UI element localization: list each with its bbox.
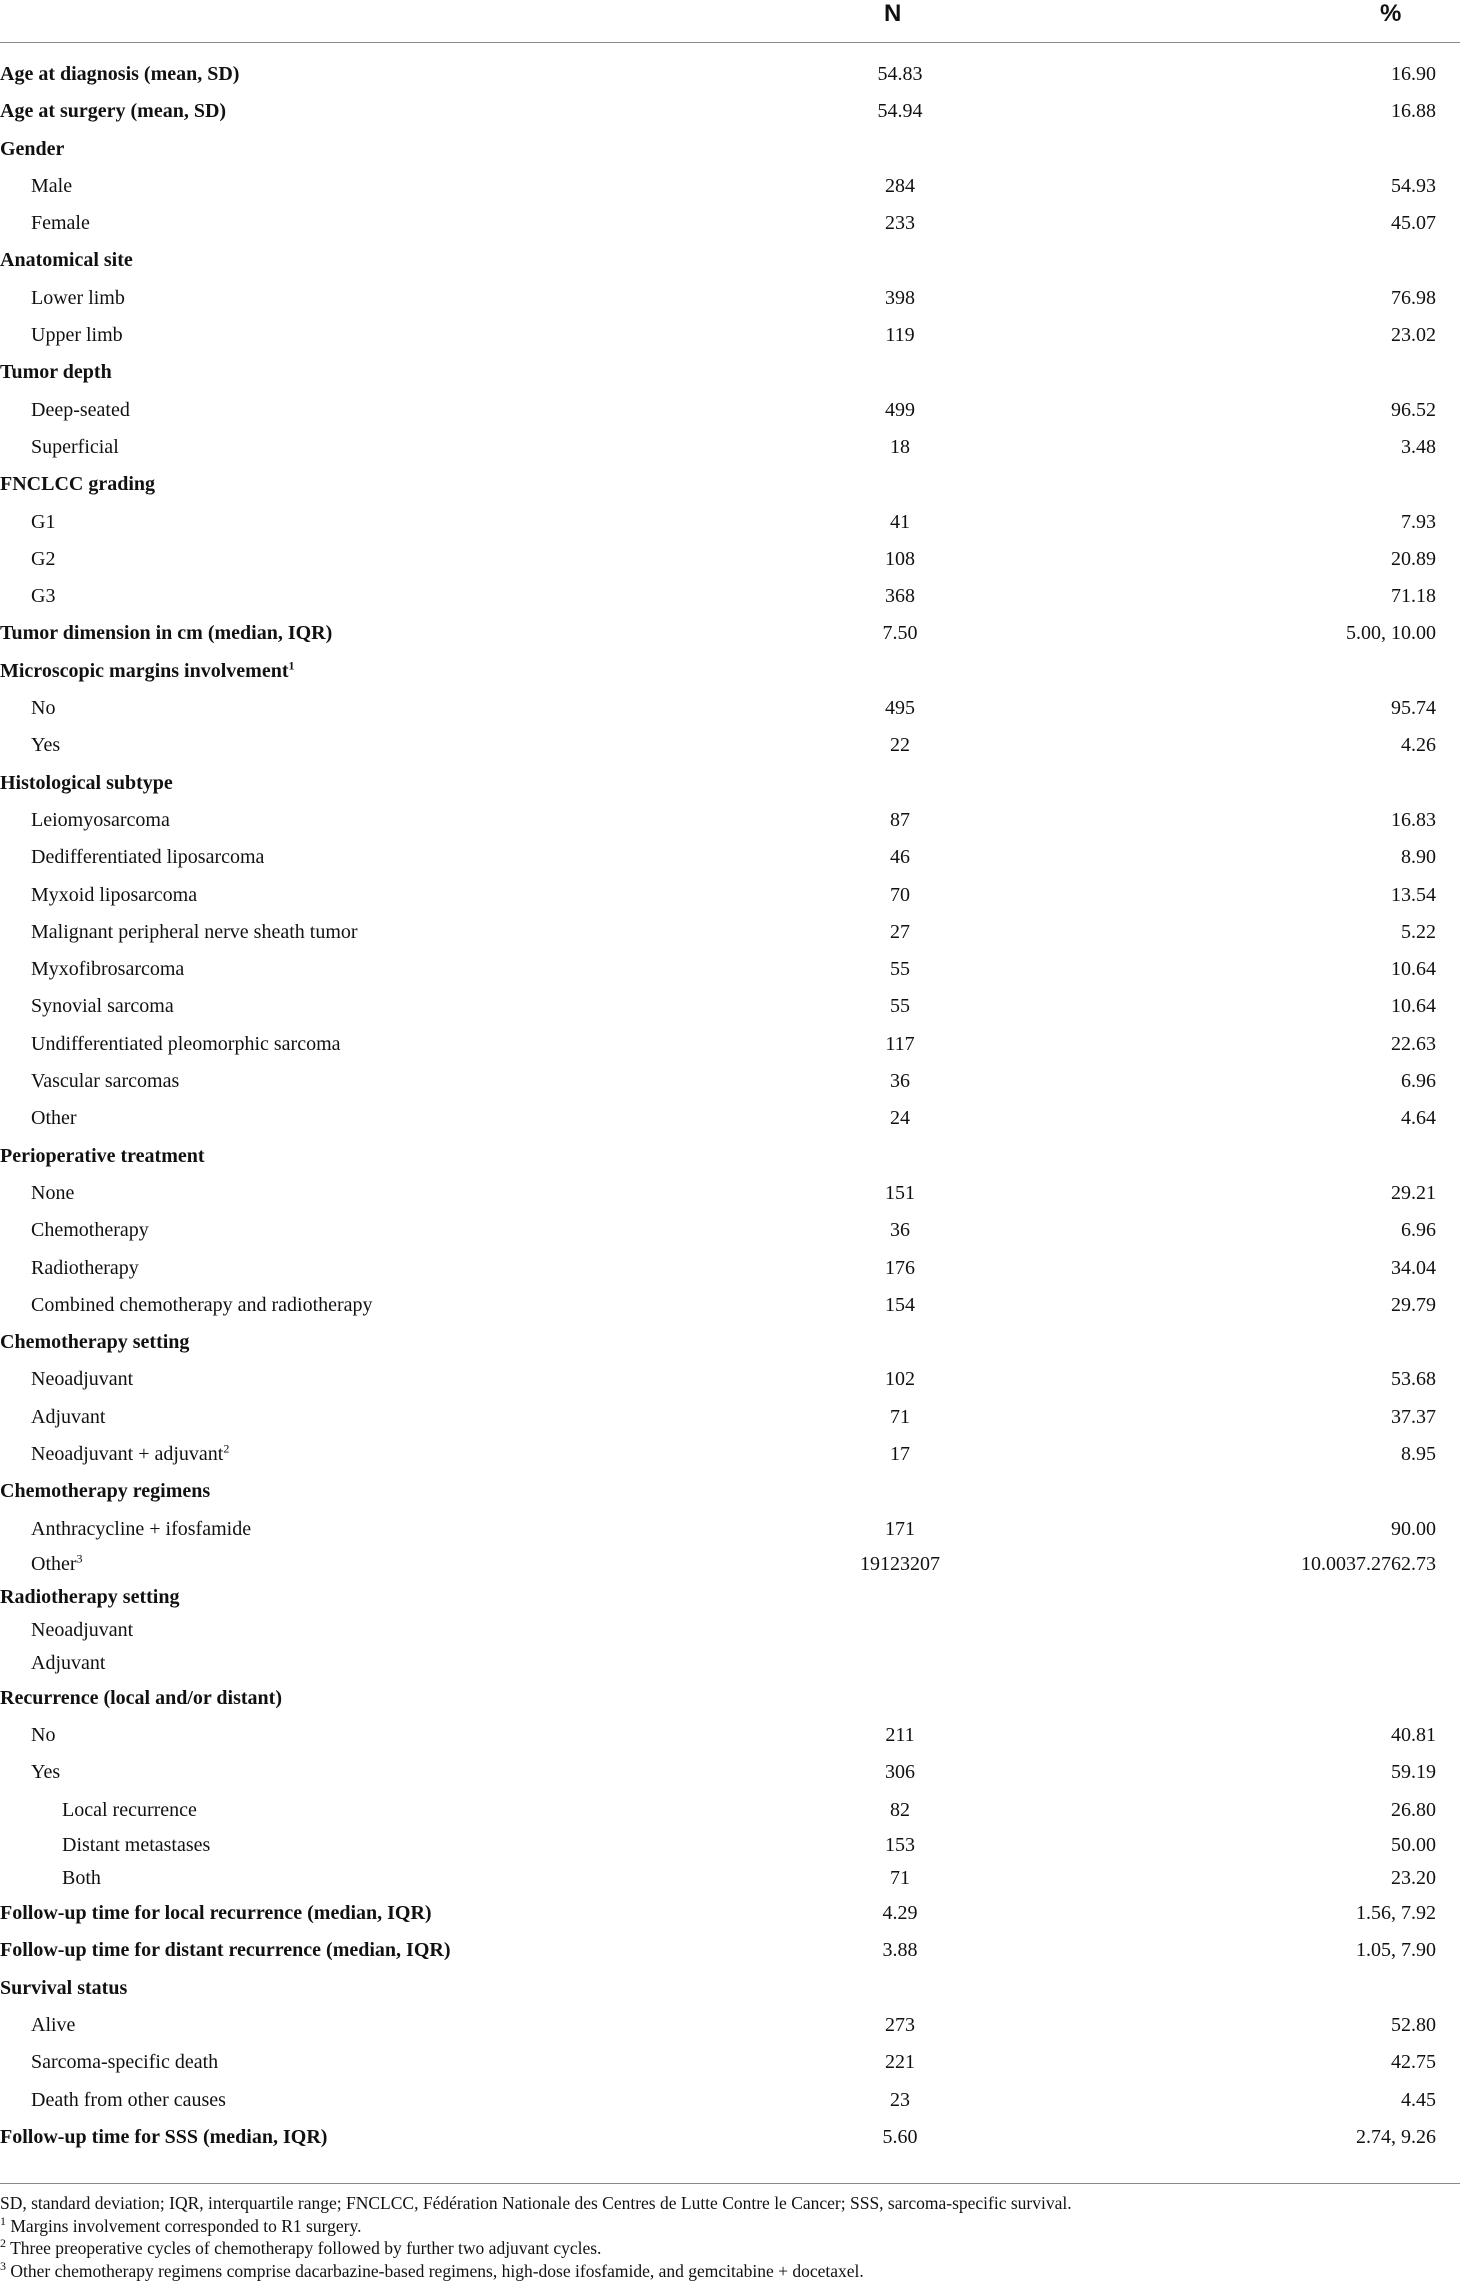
cell-percent: 6.96 <box>1401 1219 1436 1242</box>
cell-n: 211 <box>885 1724 915 1747</box>
table-row <box>0 1792 1460 1829</box>
cell-n: 54.83 <box>877 63 923 85</box>
cell-percent: 10.64 <box>1391 958 1436 981</box>
row-label: Age at diagnosis (mean, SD) <box>0 63 240 85</box>
table-row <box>0 1361 1460 1398</box>
cell-percent: 16.83 <box>1391 808 1436 831</box>
cell-percent: 29.79 <box>1391 1293 1436 1316</box>
table-row <box>0 504 1460 541</box>
table-row <box>0 2119 1460 2156</box>
table-row <box>0 877 1460 914</box>
table-row <box>0 1862 1460 1895</box>
table-row <box>0 205 1460 242</box>
row-label: Other$^3$ <box>31 1551 83 1575</box>
row-label: Upper limb <box>31 324 123 347</box>
row-label: Microscopic margins involvement$^1$ <box>0 658 295 682</box>
cell-n: 119 <box>885 324 915 347</box>
cell-n: 153 <box>885 1834 915 1857</box>
table-row <box>0 1063 1460 1100</box>
cell-percent: 16.88 <box>1391 100 1436 123</box>
row-label: No <box>31 1724 56 1747</box>
row-label: Adjuvant <box>31 1405 106 1428</box>
cell-n: 171 <box>885 1517 915 1540</box>
table-row <box>0 653 1460 690</box>
table-row <box>0 392 1460 429</box>
table-row <box>0 1212 1460 1249</box>
row-label: Tumor dimension in cm (median, IQR) <box>0 622 333 645</box>
cell-n: 19123207 <box>860 1552 940 1575</box>
table-row <box>0 280 1460 317</box>
row-label: Recurrence (local and/or distant) <box>0 1686 283 1709</box>
cell-percent: 90.00 <box>1391 1517 1436 1540</box>
table-row <box>0 1754 1460 1791</box>
table-row <box>0 429 1460 466</box>
table-row <box>0 1287 1460 1324</box>
cell-percent: 42.75 <box>1391 2051 1436 2074</box>
cell-n: 71 <box>890 1867 910 1890</box>
table-row <box>0 914 1460 951</box>
cell-percent: 22.63 <box>1391 1032 1436 1055</box>
row-label: Follow-up time for SSS (median, IQR) <box>0 2125 328 2148</box>
row-label: Follow-up time for distant recurrence (median, IQR) <box>0 1939 451 1962</box>
table-row <box>0 1026 1460 1063</box>
row-label: Deep-seated <box>31 398 130 421</box>
cell-percent: 1.05, 7.90 <box>1356 1939 1436 1962</box>
cell-n: 54.94 <box>877 100 923 123</box>
row-label: Histological subtype <box>0 771 173 794</box>
table-row <box>0 2007 1460 2044</box>
cell-percent: 3.48 <box>1401 435 1436 458</box>
cell-n: 18 <box>890 435 910 458</box>
cell-n: 368 <box>885 585 915 608</box>
row-label: Leiomyosarcoma <box>31 808 170 831</box>
table-row <box>0 615 1460 652</box>
cell-n: 221 <box>885 2051 915 2074</box>
row-label: Chemotherapy <box>31 1219 149 1242</box>
table-row <box>0 1647 1460 1680</box>
cell-percent: 29.21 <box>1391 1181 1436 1204</box>
row-label: Lower limb <box>31 286 125 309</box>
cell-n: 306 <box>885 1761 915 1784</box>
table-row <box>0 1548 1460 1581</box>
cell-percent: 8.90 <box>1401 846 1436 869</box>
cell-percent: 23.02 <box>1391 324 1436 347</box>
table-row <box>0 802 1460 839</box>
table-row <box>0 1680 1460 1717</box>
table-row <box>0 1436 1460 1473</box>
table-row <box>0 988 1460 1025</box>
footnote-marker: 1 <box>288 658 295 673</box>
table-row <box>0 93 1460 130</box>
cell-n: 398 <box>885 286 915 309</box>
row-label: Distant metastases <box>62 1834 211 1857</box>
table-row <box>0 1895 1460 1932</box>
cell-n: 499 <box>885 398 915 421</box>
cell-n: 108 <box>885 547 915 570</box>
cell-percent: 37.37 <box>1391 1405 1436 1428</box>
cell-n: 154 <box>885 1293 915 1316</box>
cell-percent: 5.22 <box>1401 920 1436 943</box>
row-label: None <box>31 1181 75 1204</box>
row-label: Survival status <box>0 1976 128 1999</box>
row-label: Gender <box>0 137 65 160</box>
cell-n: 273 <box>885 2013 915 2036</box>
footnote-marker: 3 <box>76 1551 83 1566</box>
column-header-percent: % <box>1380 0 1402 27</box>
cell-n: 55 <box>890 958 910 981</box>
column-header-n: N <box>884 0 902 27</box>
footnote-2: $^2$ Three preoperative cycles of chemotherapy followed by further two adjuvant cycles. <box>0 2236 602 2258</box>
cell-percent: 26.80 <box>1391 1798 1436 1821</box>
cell-n: 22 <box>890 734 910 757</box>
row-label: Yes <box>31 734 61 757</box>
row-label: Perioperative treatment <box>0 1144 205 1167</box>
cell-percent: 45.07 <box>1391 212 1436 235</box>
table-row <box>0 541 1460 578</box>
row-label: Superficial <box>31 435 119 458</box>
cell-percent: 4.64 <box>1401 1107 1436 1130</box>
row-label: Vascular sarcomas <box>31 1070 180 1093</box>
cell-n: 36 <box>890 1219 910 1242</box>
cell-percent: 4.45 <box>1401 2088 1436 2111</box>
cell-n: 102 <box>885 1368 915 1391</box>
table-row <box>0 2044 1460 2081</box>
table-row <box>0 727 1460 764</box>
table-row <box>0 1399 1460 1436</box>
table-row <box>0 765 1460 802</box>
cell-percent: 23.20 <box>1391 1867 1436 1890</box>
cell-percent: 7.93 <box>1401 510 1436 533</box>
cell-n: 41 <box>890 510 910 533</box>
row-label: Synovial sarcoma <box>31 995 174 1018</box>
cell-n: 495 <box>885 697 915 720</box>
cell-n: 71 <box>890 1405 910 1428</box>
cell-n: 3.88 <box>882 1939 918 1962</box>
cell-percent: 1.56, 7.92 <box>1356 1902 1436 1925</box>
footnote-abbreviations: SD, standard deviation; IQR, interquartile range; FNCLCC, Fédération Nationale des Centres de Lutte Contre le Cancer; SSS, sarcoma-specific survival. <box>0 2193 1072 2213</box>
row-label: Malignant peripheral nerve sheath tumor <box>31 920 358 943</box>
table-row <box>0 2082 1460 2119</box>
table-row <box>0 1511 1460 1548</box>
row-label: No <box>31 697 56 720</box>
cell-n: 55 <box>890 995 910 1018</box>
cell-percent: 10.0037.2762.73 <box>1301 1552 1436 1575</box>
table-row <box>0 1614 1460 1647</box>
cell-n: 23 <box>890 2088 910 2111</box>
table-row <box>0 354 1460 391</box>
row-label: Neoadjuvant + adjuvant$^2$ <box>31 1441 230 1465</box>
table-row <box>0 168 1460 205</box>
row-label: Myxoid liposarcoma <box>31 883 198 906</box>
row-label: Local recurrence <box>62 1798 197 1821</box>
table-row <box>0 690 1460 727</box>
cell-n: 46 <box>890 846 910 869</box>
row-label: Adjuvant <box>31 1651 106 1674</box>
table-row <box>0 466 1460 503</box>
cell-percent: 4.26 <box>1401 734 1436 757</box>
row-label: Undifferentiated pleomorphic sarcoma <box>31 1032 341 1055</box>
cell-n: 17 <box>890 1442 910 1465</box>
table-row <box>0 1473 1460 1510</box>
cell-n: 233 <box>885 212 915 235</box>
cell-n: 176 <box>885 1256 915 1279</box>
cell-percent: 95.74 <box>1391 697 1436 720</box>
cell-n: 24 <box>890 1107 910 1130</box>
cell-percent: 59.19 <box>1391 1761 1436 1784</box>
table-row <box>0 1138 1460 1175</box>
cell-n: 36 <box>890 1070 910 1093</box>
row-label: Other <box>31 1107 77 1130</box>
table-row <box>0 839 1460 876</box>
row-label: Follow-up time for local recurrence (median, IQR) <box>0 1902 432 1925</box>
cell-n: 284 <box>885 174 915 197</box>
table-row <box>0 578 1460 615</box>
table-row <box>0 1324 1460 1361</box>
row-label: Anthracycline + ifosfamide <box>31 1517 252 1540</box>
cell-percent: 20.89 <box>1391 547 1436 570</box>
cell-n: 27 <box>890 920 910 943</box>
cell-n: 82 <box>890 1798 910 1821</box>
row-label: Age at surgery (mean, SD) <box>0 100 227 123</box>
footnote-3: $^3$ Other chemotherapy regimens comprise dacarbazine-based regimens, high-dose ifosfamide, and gemcitabine + docetaxel. <box>0 2258 864 2281</box>
row-label: Death from other causes <box>31 2088 226 2111</box>
cell-percent: 71.18 <box>1391 585 1436 608</box>
cell-n: 87 <box>890 808 910 831</box>
row-label: Anatomical site <box>0 249 133 272</box>
row-label: Neoadjuvant <box>31 1618 134 1641</box>
cell-percent: 54.93 <box>1391 174 1436 197</box>
row-label: Chemotherapy regimens <box>0 1480 211 1503</box>
table-row <box>0 1932 1460 1969</box>
row-label: G2 <box>31 547 56 570</box>
cell-percent: 5.00, 10.00 <box>1346 622 1436 645</box>
table-row <box>0 131 1460 168</box>
footnote-marker: 2 <box>223 1441 230 1456</box>
cell-n: 151 <box>885 1181 915 1204</box>
cell-n: 7.50 <box>882 622 918 645</box>
row-label: Female <box>31 212 90 235</box>
row-label: Yes <box>31 1761 61 1784</box>
table-body <box>0 56 1460 2156</box>
cell-percent: 52.80 <box>1391 2013 1436 2036</box>
cell-percent: 40.81 <box>1391 1724 1436 1747</box>
cell-percent: 96.52 <box>1391 398 1436 421</box>
table-row <box>0 1250 1460 1287</box>
table-row <box>0 1970 1460 2007</box>
cell-percent: 76.98 <box>1391 286 1436 309</box>
table-row <box>0 1100 1460 1137</box>
row-label: Male <box>31 174 73 197</box>
row-label: FNCLCC grading <box>0 473 156 496</box>
table-row <box>0 1581 1460 1614</box>
cell-n: 117 <box>885 1032 915 1055</box>
table-row <box>0 1175 1460 1212</box>
cell-percent: 53.68 <box>1391 1368 1436 1391</box>
row-label: Combined chemotherapy and radiotherapy <box>31 1293 373 1316</box>
row-label: G3 <box>31 585 56 608</box>
cell-n: 70 <box>890 883 910 906</box>
table-row <box>0 56 1460 93</box>
table-row <box>0 951 1460 988</box>
row-label: G1 <box>31 510 56 533</box>
table-row <box>0 1717 1460 1754</box>
row-label: Tumor depth <box>0 361 112 384</box>
row-label: Neoadjuvant <box>31 1368 134 1391</box>
cell-n: 5.60 <box>882 2125 918 2148</box>
table-row <box>0 242 1460 279</box>
cell-percent: 6.96 <box>1401 1070 1436 1093</box>
row-label: Chemotherapy setting <box>0 1331 190 1354</box>
cell-percent: 13.54 <box>1391 883 1436 906</box>
cell-percent: 34.04 <box>1391 1256 1436 1279</box>
row-label: Myxofibrosarcoma <box>31 958 185 981</box>
table-header <box>0 0 1460 43</box>
footnote-1: $^1$ Margins involvement corresponded to R1 surgery. <box>0 2213 362 2236</box>
table-row <box>0 1829 1460 1862</box>
row-label: Radiotherapy setting <box>0 1585 180 1608</box>
cell-percent: 8.95 <box>1401 1442 1436 1465</box>
table-row <box>0 317 1460 354</box>
row-label: Dedifferentiated liposarcoma <box>31 846 265 869</box>
row-label: Both <box>62 1867 101 1890</box>
cell-percent: 16.90 <box>1391 63 1436 85</box>
row-label: Radiotherapy <box>31 1256 139 1279</box>
table-bottom-rule <box>0 2183 1460 2184</box>
cell-n: 4.29 <box>882 1902 918 1925</box>
cell-percent: 10.64 <box>1391 995 1436 1018</box>
cell-percent: 50.00 <box>1391 1834 1436 1857</box>
row-label: Alive <box>31 2013 76 2036</box>
row-label: Sarcoma-specific death <box>31 2051 219 2074</box>
cell-percent: 2.74, 9.26 <box>1356 2125 1436 2148</box>
table-footnotes <box>0 2192 1072 2282</box>
